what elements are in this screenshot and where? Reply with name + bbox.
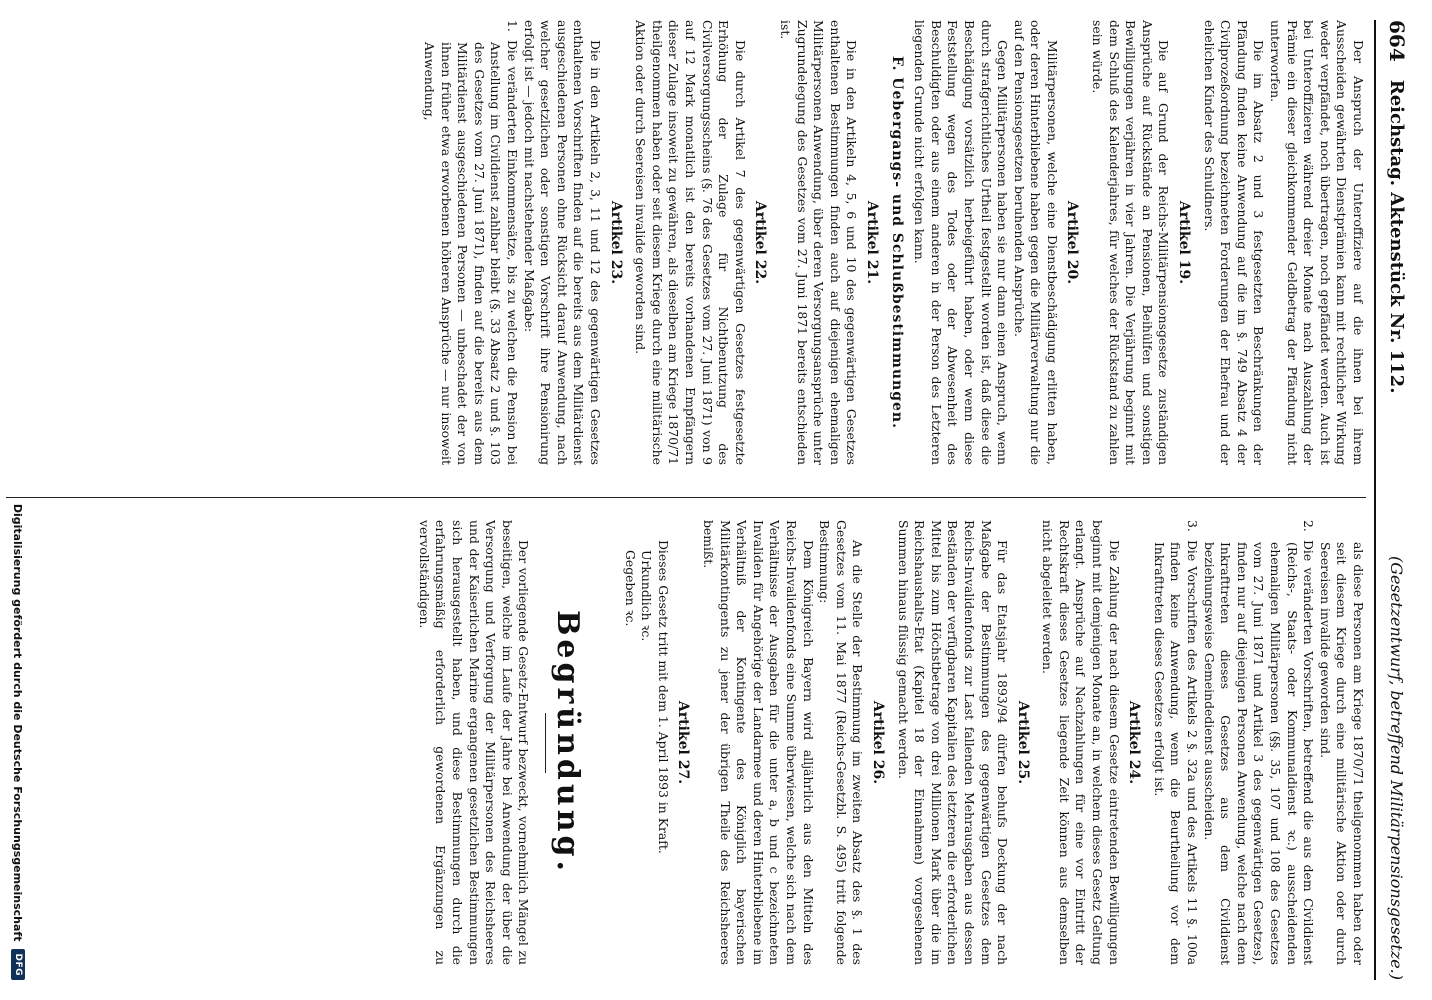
paragraph: Der Anspruch der Unteroffiziere auf die ihnen bei ihrem Ausscheiden gewährten Dienstprämien kann mit rechtlicher Wirkung weder verpfändet, noch übertragen, noch gepfändet werden. Auch ist bei Unteroffizieren während dreier Monate nach Auszahlung der Prämie ein dieser gleichkommender Geldbetrag der Pfändung nicht unterworfen. (1268, 20, 1366, 465)
list-item-number: 3. (1185, 520, 1201, 532)
dfg-logo-icon: DFG (11, 949, 25, 980)
header-title: Reichstag. Aktenstück Nr. 112. (1386, 79, 1408, 394)
list-item (1200, 520, 1316, 965)
article-23-heading: Artikel 23. (607, 200, 624, 285)
list-item-continuation: als diese Personen am Kriege 1870/71 theilgenommen haben oder seit diesem Kriege durch eine militärische Aktion oder durch Seereisen invalide geworden sind. (1317, 542, 1366, 965)
article-27-heading: Artikel 27. (675, 700, 692, 785)
list-item (421, 20, 521, 465)
article-21-heading: Artikel 21. (863, 200, 880, 285)
list-item-number: 1. (505, 20, 521, 32)
paragraph: Militärpersonen, welche eine Dienstbeschädigung erlitten haben, oder deren Hinterbliebene haben gegen die Militärverwaltung nur die auf den Pensionsgesetzen beruhenden Ansprüche. (1011, 20, 1060, 465)
list-item (1150, 520, 1200, 965)
list-item-number: 2. (1301, 520, 1317, 532)
paragraph: Für das Etatsjahr 1893/94 dürfen behufs Deckung der nach Maßgabe der Bestimmungen des gegenwärtigen Gesetzes dem Reichs-Invalidenfonds zur Last fallenden Mehrausgaben aus dessen Beständen der verfügbaren Kapitalien des letzteren die erforderlichen Mittel bis zum Höchstbetrage von drei Millionen Mark über die im Reichshaushalts-Etat (Kapitel 18 der Einnahmen) vorgesehenen Summen hinaus flüssig gemacht werden. (895, 520, 1011, 965)
page-header (1380, 20, 1414, 980)
article-26-heading: Artikel 26. (869, 700, 886, 785)
digitization-footer (7, 20, 29, 980)
left-column (20, 20, 1366, 465)
paragraph: An die Stelle der Bestimmung im zweiten Absatz des §. 1 des Gesetzes vom 11. Mai 1877 (Reichs-Gesetzbl. S. 495) tritt folgende Bestimmung: (817, 520, 866, 965)
right-column (20, 520, 1366, 965)
paragraph: Dem Königreich Bayern wird alljährlich aus den Mitteln des Reichs-Invalidenfonds eine Summe überwiesen, welche sich nach dem Verhältnisse der Ausgaben für die unter a, b und c bezeichneten Invaliden für Angehörige der Landarmee und deren Hinterbliebene im Verhältniß der Kontingente des Königlich bayerischen Militärkontingents zu jener der übrigen Theile des Reichsheeres bemißt. (701, 520, 816, 965)
column-divider (6, 497, 1366, 498)
paragraph: Der vorliegende Gesetz-Entwurf bezweckt, vornehmlich Mängel zu beseitigen, welche im Laufe der Jahre bei Anwendung der über die Versorgung und Verforgung der Militärpersonen des Reichsheeres und der Kaiserlichen Marine ergangenen gesetzlichen Bestimmungen sich herausgestellt haben, und diese Bestimmungen durch die erfahrungsmäßig erforderlich gewordenen Ergänzungen zu vervollständigen. (416, 520, 532, 965)
article-24-heading: Artikel 24. (1126, 700, 1143, 785)
article-19-heading: Artikel 19. (1176, 200, 1193, 285)
paragraph: Die im Absatz 2 und 3 festgesetzten Beschränkungen der Pfändung finden keine Anwendung auf die im §. 749 Absatz 4 der Civilprozeßordnung bezeichneten Forderungen der Ehefrau und der ehelichen Kinder des Schuldners. (1201, 20, 1267, 465)
list-item-text: Die Vorschriften des Artikels 2 §. 32a und des Artikels 11 §. 100a finden keine Anwendung, wenn die Beurtheilung vor dem Inkrafttreten dieses Gesetzes erfolgt ist. (1151, 540, 1201, 965)
article-20-heading: Artikel 20. (1064, 200, 1081, 285)
closing-formula: Urkundlich ꝛc. (639, 550, 655, 642)
list-item-text: Die veränderten Vorschriften, betreffend die aus dem Civildienst (Reichs-, Staats- oder Kommunaldienst ꝛc.) ausscheidenden ehemaligen Militärpersonen (§§. 35, 107 und 108 des Gesetzes vom 27. Juni 1871 und Artikel 3 des gegenwärtigen Gesetzes), finden nur auf diejenigen Personen Anwendung, welche nach dem Inkrafttreten dieses Gesetzes aus dem Civildienst beziehungsweise Gemeindedienst ausscheiden. (1201, 540, 1317, 965)
header-subtitle: (Gesetzentwurf, betreffend Militärpensionsgesetze.) (1387, 556, 1407, 980)
article-22-heading: Artikel 22. (752, 200, 769, 285)
paragraph: Die auf Grund der Reichs-Militärpensionsgesetze zuständigen Ansprüche auf Rückstände an Pensionen, Beihülfen und sonstigen Bewilligungen verjähren in vier Jahren. Die Verjährung beginnt mit dem Schluß des Kalenderjahres, für welches der Rückstand zu zahlen sein würde. (1090, 20, 1172, 465)
header-rule (1374, 20, 1376, 980)
page-number: 664 (1385, 20, 1409, 62)
heading-rule (545, 713, 546, 773)
paragraph: Die in den Artikeln 4, 5, 6 und 10 des gegenwärtigen Gesetzes enthaltenen Bestimmungen finden auch auf diejenigen ehemaligen Militärpersonen Anwendung, über deren Versorgungsansprüche unter Zugrundelegung des Gesetzes vom 27. Juni 1871 bereits entschieden ist. (778, 20, 860, 465)
article-25-heading: Artikel 25. (1014, 700, 1031, 785)
closing-formula: Gegeben ꝛc. (622, 550, 638, 627)
section-f-heading: F. Uebergangs- und Schlußbestimmungen. (888, 56, 905, 429)
begruendung-heading: Begründung. (550, 610, 586, 875)
footer-text: Digitalisierung gefördert durch die Deutsche Forschungsgemeinschaft (11, 503, 25, 942)
paragraph: Gegen Militärpersonen haben sie nur dann einen Anspruch, wenn durch strafgerichtliches Urtheil festgestellt worden ist, daß diese die Beschädigung vorsätzlich herbeigeführt haben, oder wenn diese Feststellung wegen des Todes oder der Abwesenheit des Beschuldigten oder aus einem anderen in der Person des Letzteren liegenden Grunde nicht erfolgen kann. (912, 20, 1011, 465)
list-item-text: Die veränderten Einkommensätze, bis zu welchen die Pension bei Anstellung im Civildienst zahlbar bleibt (§. 33 Absatz 2 und §. 103 des Gesetzes vom 27. Juni 1871), finden auf die bereits aus dem Militärdienst ausgeschiedenen Personen — unbeschadet der von ihnen früher etwa erworbenen höheren Ansprüche — nur insoweit Anwendung, (422, 40, 521, 465)
paragraph: Die durch Artikel 7 des gegenwärtigen Gesetzes festgesetzte Erhöhung der Zulage für Nichtbenutzung des Civilversorgungsscheins (§. 76 des Gesetzes vom 27. Juni 1871) von 9 auf 12 Mark monatlich ist den bereits vorhandenen Empfängern dieser Zulage insoweit zu gewähren, als dieselben am Kriege 1870/71 theilgenommen haben oder seit diesem Kriege durch eine militärische Aktion oder durch Seereisen invalide geworden sind. (633, 20, 748, 465)
paragraph: Dieses Gesetz tritt mit dem 1. April 1893 in Kraft. (655, 540, 671, 854)
paragraph: Die Zahlung der nach diesem Gesetze eintretenden Bewilligungen beginnt mit demjenigen Monate an, in welchem dieses Gesetz Geltung erlangt. Ansprüche auf Nachzahlungen für eine vor Eintritt der Rechtskraft dieses Gesetzes liegende Zeit können aus demselben nicht abgeleitet werden. (1040, 520, 1122, 965)
paragraph: Die in den Artikeln 2, 3, 11 und 12 des gegenwärtigen Gesetzes enthaltenen Vorschriften finden auf die bereits aus dem Militärdienst ausgeschiedenen Personen ohne Rücksicht darauf Anwendung, nach welcher gesetzlichen oder sonstigen Vorschrift ihre Pensionirung erfolgt ist — jedoch mit nachstehender Maßgabe: (521, 20, 604, 465)
